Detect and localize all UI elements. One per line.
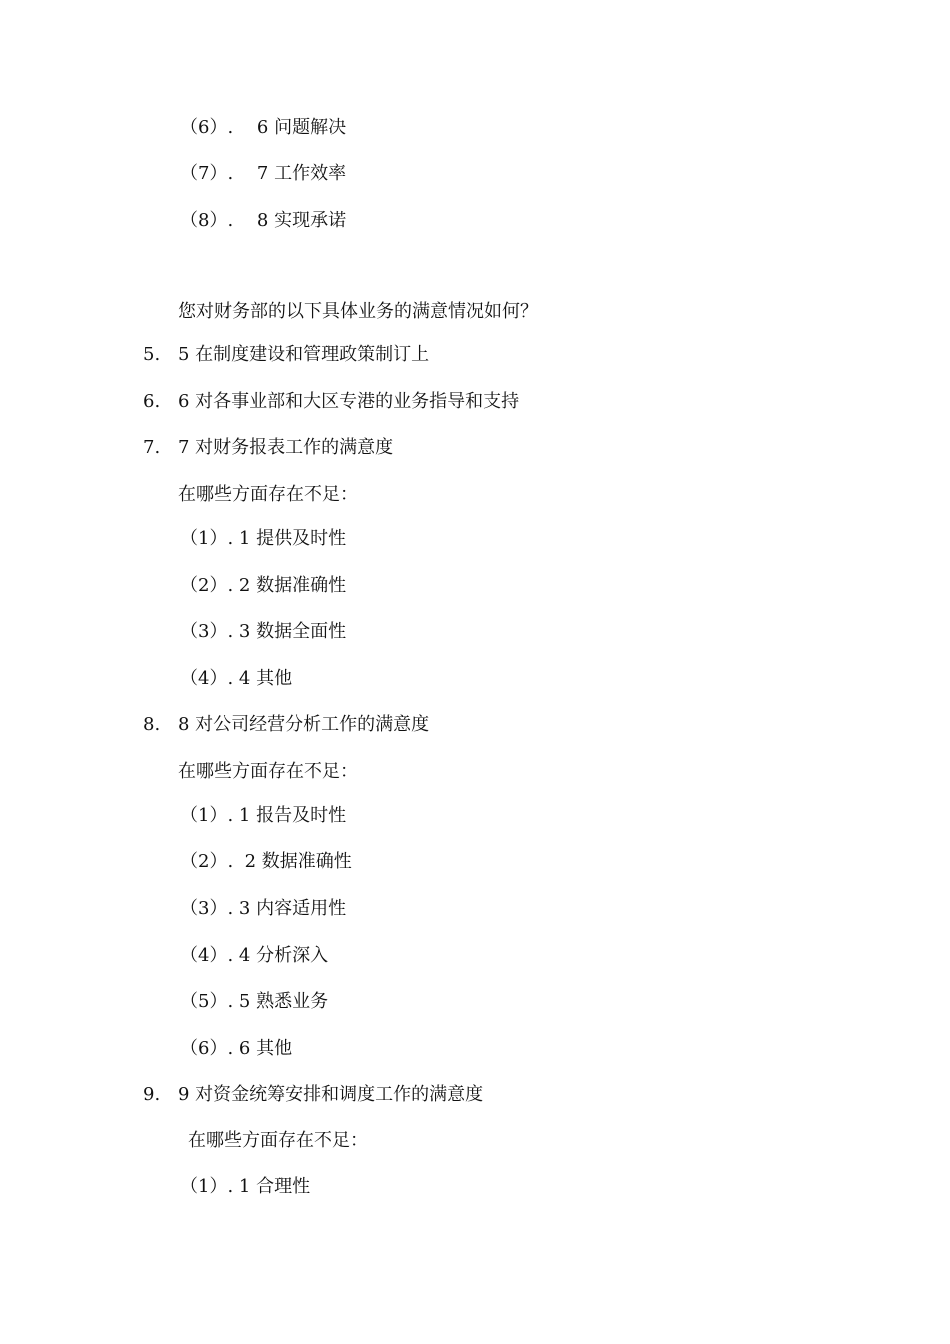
question-8-number: 8. bbox=[143, 714, 161, 735]
question-8-option: （4）. 4 分析深入 bbox=[180, 945, 329, 966]
question-7-option: （2）. 2 数据准确性 bbox=[180, 575, 347, 596]
question-8-option: （6）. 6 其他 bbox=[180, 1038, 293, 1059]
question-8-sub-prompt: 在哪些方面存在不足： bbox=[178, 761, 358, 782]
question-7-number: 7. bbox=[143, 437, 161, 458]
question-7-text: 7 对财务报表工作的满意度 bbox=[178, 437, 394, 458]
question-9-sub-prompt: 在哪些方面存在不足： bbox=[188, 1130, 368, 1151]
question-7-option: （3）. 3 数据全面性 bbox=[180, 621, 347, 642]
question-8-text: 8 对公司经营分析工作的满意度 bbox=[178, 714, 430, 735]
option-8-fulfil-promises: （8）. 8 实现承诺 bbox=[180, 210, 347, 231]
question-9-number: 9. bbox=[143, 1084, 161, 1105]
question-7-option: （1）. 1 提供及时性 bbox=[180, 528, 347, 549]
question-8-option: （2）. 2 数据准确性 bbox=[180, 851, 352, 872]
question-5-text: 5 在制度建设和管理政策制订上 bbox=[178, 344, 430, 365]
question-9-option: （1）. 1 合理性 bbox=[180, 1176, 311, 1197]
question-9-text: 9 对资金统筹安排和调度工作的满意度 bbox=[178, 1084, 484, 1105]
intro-question: 您对财务部的以下具体业务的满意情况如何？ bbox=[178, 301, 538, 322]
question-8-option: （1）. 1 报告及时性 bbox=[180, 805, 347, 826]
question-6-text: 6 对各事业部和大区专港的业务指导和支持 bbox=[178, 391, 520, 412]
question-7-option: （4）. 4 其他 bbox=[180, 668, 293, 689]
question-5-number: 5. bbox=[143, 344, 161, 365]
question-7-sub-prompt: 在哪些方面存在不足： bbox=[178, 484, 358, 505]
option-6-problem-solving: （6）. 6 问题解决 bbox=[180, 117, 347, 138]
option-7-work-efficiency: （7）. 7 工作效率 bbox=[180, 163, 347, 184]
question-8-option: （3）. 3 内容适用性 bbox=[180, 898, 347, 919]
question-6-number: 6. bbox=[143, 391, 161, 412]
question-8-option: （5）. 5 熟悉业务 bbox=[180, 991, 329, 1012]
